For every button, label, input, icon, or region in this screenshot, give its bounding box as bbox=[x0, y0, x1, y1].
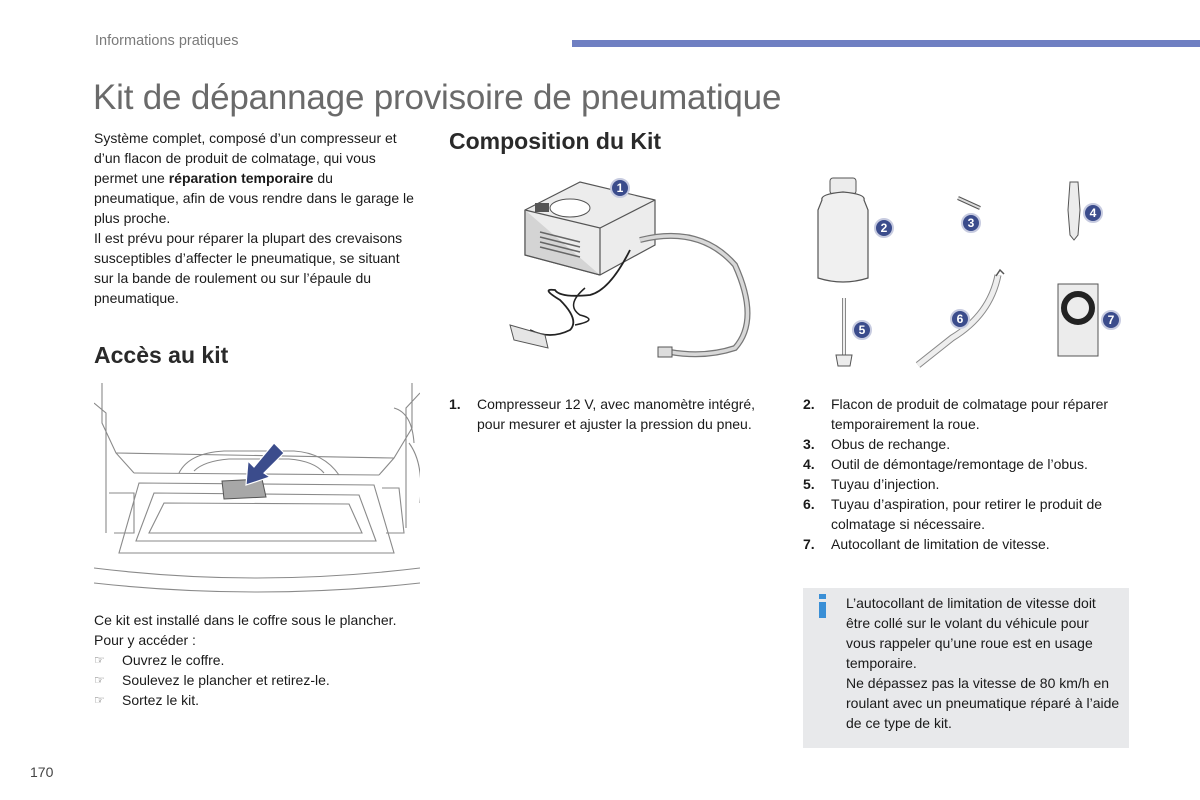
callout-label: 5 bbox=[858, 323, 866, 337]
callout-marker bbox=[951, 310, 969, 328]
access-step-text: Soulevez le plancher et retirez-le. bbox=[122, 672, 330, 688]
page-number: 170 bbox=[30, 764, 54, 780]
pointing-hand-icon: ☞ bbox=[94, 693, 105, 707]
access-step-text: Sortez le kit. bbox=[122, 692, 200, 708]
callout-label: 2 bbox=[880, 221, 888, 235]
callout-marker bbox=[853, 321, 871, 339]
info-text bbox=[846, 593, 1121, 733]
callout-marker bbox=[611, 179, 629, 197]
item-number: 4. bbox=[803, 456, 815, 472]
list-item bbox=[803, 394, 1143, 434]
list-item bbox=[803, 454, 1143, 474]
kit-item-list bbox=[449, 394, 779, 434]
callout-marker bbox=[1084, 204, 1102, 222]
compressor-drawing bbox=[510, 182, 748, 357]
item-text: Autocollant de limitation de vitesse. bbox=[831, 536, 1050, 552]
access-step bbox=[94, 670, 419, 690]
access-steps bbox=[94, 650, 419, 710]
item-number: 2. bbox=[803, 396, 815, 412]
item-number: 3. bbox=[803, 436, 815, 452]
list-item bbox=[803, 494, 1143, 534]
list-item bbox=[449, 394, 779, 434]
info-icon bbox=[818, 594, 828, 618]
item-number: 7. bbox=[803, 536, 815, 552]
item-number: 1. bbox=[449, 396, 461, 412]
item-text: Outil de démontage/remontage de l’obus. bbox=[831, 456, 1088, 472]
pointing-hand-icon: ☞ bbox=[94, 673, 105, 687]
section-label: Informations pratiques bbox=[95, 33, 239, 49]
kit-illustration bbox=[490, 170, 1170, 380]
kit-items-left bbox=[449, 394, 779, 434]
item-text: Flacon de produit de colmatage pour réparer temporairement la roue. bbox=[831, 396, 1109, 432]
callout-label: 6 bbox=[956, 312, 964, 326]
item-text: Tuyau d’injection. bbox=[831, 476, 940, 492]
sealant-bottle-drawing bbox=[818, 178, 868, 282]
intro-p2: Il est prévu pour réparer la plupart des crevaisons susceptibles d’affecter le pneumatique, se situant sur la bande de roulement ou sur l’épaule du pneumatique. bbox=[94, 230, 403, 306]
info-p1: L’autocollant de limitation de vitesse doit être collé sur le volant du véhicule pour vous rappeler qu’une roue est en usage temporaire. bbox=[846, 595, 1096, 671]
valve-core-drawing bbox=[958, 198, 980, 208]
trunk-illustration bbox=[94, 383, 420, 601]
callout-marker bbox=[1102, 311, 1120, 329]
access-step-text: Ouvrez le coffre. bbox=[122, 652, 225, 668]
intro-p1-bold: réparation temporaire bbox=[168, 170, 314, 186]
intro-p1-end: du pneumatique, afin de vous rendre dans le garage le plus proche. bbox=[94, 170, 414, 226]
injection-tube-drawing bbox=[836, 298, 852, 366]
composition-title: Composition du Kit bbox=[449, 128, 662, 154]
access-p1: Ce kit est installé dans le coffre sous le plancher. bbox=[94, 612, 397, 628]
access-instructions bbox=[94, 610, 419, 710]
list-item bbox=[803, 474, 1143, 494]
callout-label: 4 bbox=[1089, 206, 1097, 220]
intro-p1-start: Système complet, composé d’un compresseur et d’un flacon de produit de colmatage, qui vous permet une bbox=[94, 130, 397, 186]
access-step bbox=[94, 650, 419, 670]
valve-tool-drawing bbox=[1068, 182, 1080, 240]
page-title: Kit de dépannage provisoire de pneumatique bbox=[93, 78, 782, 117]
access-title: Accès au kit bbox=[94, 342, 229, 368]
info-p2: Ne dépassez pas la vitesse de 80 km/h en roulant avec un pneumatique réparé à l’aide de ce type de kit. bbox=[846, 675, 1120, 731]
callout-label: 3 bbox=[967, 216, 975, 230]
header-accent-bar bbox=[572, 40, 1200, 47]
speed-sticker-drawing bbox=[1058, 284, 1098, 356]
list-item bbox=[803, 434, 1143, 454]
access-step bbox=[94, 690, 419, 710]
list-item bbox=[803, 534, 1143, 554]
kit-items-right bbox=[803, 394, 1143, 554]
callout-marker bbox=[962, 214, 980, 232]
item-text: Compresseur 12 V, avec manomètre intégré, pour mesurer et ajuster la pression du pneu. bbox=[477, 396, 756, 432]
intro-text bbox=[94, 128, 419, 308]
callout-label: 7 bbox=[1107, 313, 1115, 327]
item-text: Tuyau d’aspiration, pour retirer le produit de colmatage si nécessaire. bbox=[831, 496, 1103, 532]
callout-label: 1 bbox=[616, 181, 624, 195]
access-p2: Pour y accéder : bbox=[94, 632, 196, 648]
item-number: 6. bbox=[803, 496, 815, 512]
callout-marker bbox=[875, 219, 893, 237]
kit-item-list bbox=[803, 394, 1143, 554]
item-number: 5. bbox=[803, 476, 815, 492]
pointing-hand-icon: ☞ bbox=[94, 653, 105, 667]
item-text: Obus de rechange. bbox=[831, 436, 951, 452]
